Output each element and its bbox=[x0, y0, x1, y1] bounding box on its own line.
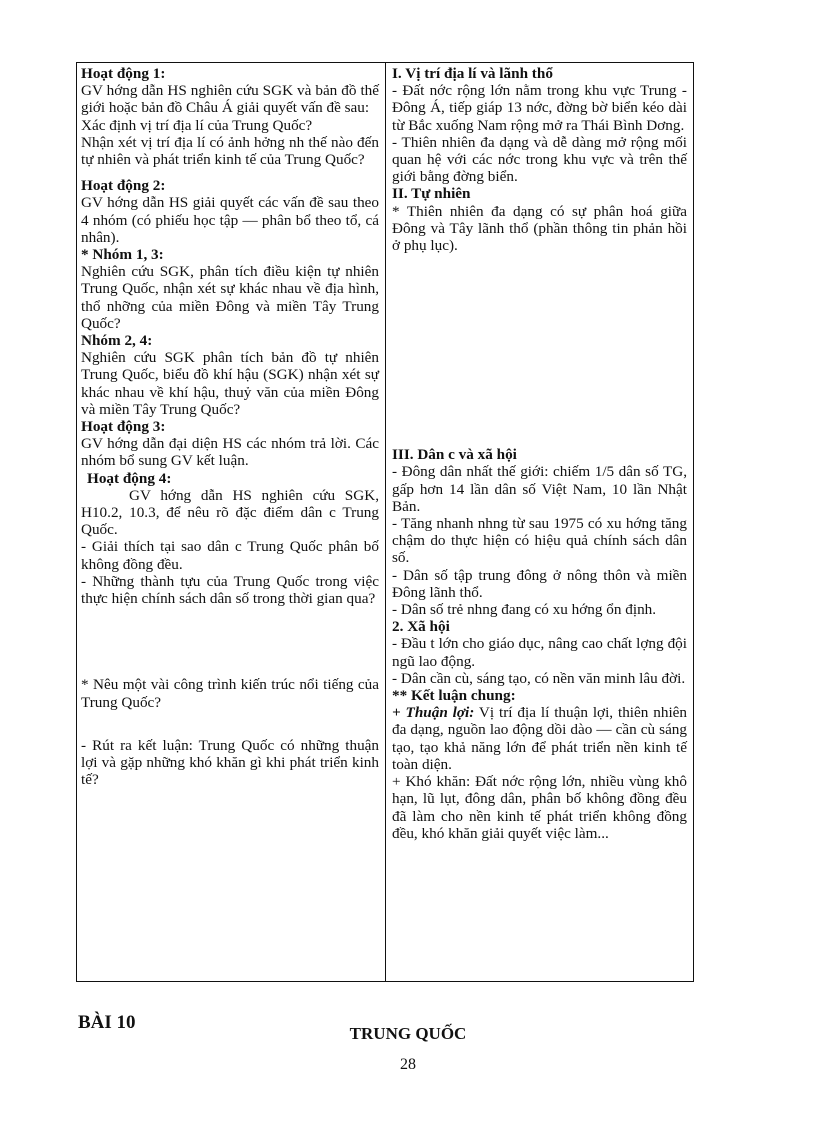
section-3-point-3: - Dân số tập trung đông ở nông thôn và miền Đông lãnh thổ. bbox=[392, 566, 687, 601]
section-3-heading: III. Dân c và xã hội bbox=[392, 446, 517, 464]
conclusion-heading: ** Kết luận chung: bbox=[392, 687, 516, 705]
difficulties-text: + Khó khăn: Đất nớc rộng lớn, nhiều vùng khô hạn, lũ lụt, đông dân, phân bố không đồng đều đã làm cho nền kinh tế phát triển không đồng đều, khó khăn giải quyết việc làm... bbox=[392, 773, 687, 842]
activity-1-heading: Hoạt động 1: bbox=[81, 65, 166, 82]
section-1-point-1: - Đất nớc rộng lớn nằm trong khu vực Trung - Đông Á, tiếp giáp 13 nớc, đờng bờ biển kéo dài từ Bắc xuống Nam rộng mở ra Thái Bình Dơng. bbox=[392, 82, 687, 134]
section-3-point-2: - Tăng nhanh nhng từ sau 1975 có xu hớng tăng chậm do thực hiện có hiệu quả chính sách dân số. bbox=[392, 515, 687, 567]
activity-1-question-1: Xác định vị trí địa lí của Trung Quốc? bbox=[81, 116, 313, 134]
section-1-heading: I. Vị trí địa lí và lãnh thổ bbox=[392, 65, 553, 82]
conclusion-question: - Rút ra kết luận: Trung Quốc có những thuận lợi và gặp những khó khăn gì khi phát triển kinh tế? bbox=[81, 736, 379, 789]
section-2-point-1: * Thiên nhiên đa dạng có sự phân hoá giữa Đông và Tây lãnh thổ (phần thông tin phản hồi ở phụ lục). bbox=[392, 202, 687, 255]
group-24-text: Nghiên cứu SGK phân tích bản đồ tự nhiên Trung Quốc, biểu đồ khí hậu (SGK) nhận xét sự khác nhau về khí hậu, thuỷ văn của miền Đông và miền Tây Trung Quốc? bbox=[81, 349, 379, 418]
activity-2-text: GV hớng dẫn HS giải quyết các vấn đề sau theo 4 nhóm (có phiếu học tập — phân bổ theo tổ, cá nhân). bbox=[81, 194, 379, 246]
activity-4-question-1: - Giải thích tại sao dân c Trung Quốc phân bố không đồng đều. bbox=[81, 538, 379, 573]
activity-4-question-2: - Những thành tựu của Trung Quốc trong việc thực hiện chính sách dân số trong thời gian qua? bbox=[81, 572, 379, 608]
architecture-question: * Nêu một vài công trình kiến trúc nổi tiếng của Trung Quốc? bbox=[81, 676, 379, 711]
group-13-text: Nghiên cứu SGK, phân tích điều kiện tự nhiên Trung Quốc, nhận xét sự khác nhau về địa hình, thổ nhỡng của miền Đông và miền Tây Trung Quốc? bbox=[81, 263, 379, 332]
advantages-text bbox=[392, 704, 687, 773]
section-1-point-2: - Thiên nhiên đa dạng và dễ dàng mở rộng mối quan hệ với các nớc trong khu vực và trên thế giới bằng đờng biển. bbox=[392, 133, 687, 186]
activity-3-heading: Hoạt động 3: bbox=[81, 418, 166, 436]
society-point-1: - Đầu t lớn cho giáo dục, nâng cao chất lợng đội ngũ lao động. bbox=[392, 635, 687, 670]
society-heading: 2. Xã hội bbox=[392, 618, 450, 636]
content-column bbox=[386, 63, 693, 981]
section-2-heading: II. Tự nhiên bbox=[392, 185, 471, 203]
lesson-number: BÀI 10 bbox=[78, 1012, 136, 1033]
activities-column bbox=[77, 63, 386, 981]
advantages-label: + Thuận lợi: bbox=[392, 704, 475, 722]
section-3-point-1: - Đông dân nhất thế giới: chiếm 1/5 dân số TG, gấp hơn 14 lần dân số Việt Nam, 10 lần Nhật Bản. bbox=[392, 463, 687, 515]
section-3-point-4: - Dân số trẻ nhng đang có xu hớng ổn định. bbox=[392, 601, 657, 619]
lesson-title: TRUNG QUỐC bbox=[349, 1024, 467, 1043]
activity-3-text: GV hớng dẫn đại diện HS các nhóm trả lời. Các nhóm bổ sung GV kết luận. bbox=[81, 435, 379, 470]
lesson-table bbox=[76, 62, 694, 982]
activity-2-heading: Hoạt động 2: bbox=[81, 177, 166, 195]
activity-4-text: GV hớng dẫn HS nghiên cứu SGK, H10.2, 10.3, để nêu rõ đặc điểm dân c Trung Quốc. bbox=[81, 486, 379, 539]
activity-1-text: GV hớng dẫn HS nghiên cứu SGK và bản đồ thế giới hoặc bản đồ Châu Á giải quyết vấn đề sau: bbox=[81, 82, 379, 117]
activity-1-question-2: Nhận xét vị trí địa lí có ảnh hởng nh thế nào đến tự nhiên và phát triển kinh tế của Trung Quốc? bbox=[81, 133, 379, 169]
advantages-body: Vị trí địa lí thuận lợi, thiên nhiên đa dạng, nguồn lao động dồi dào — cần cù sáng tạo, tạo khả năng lớn để phát triển nền kinh tế toàn diện. bbox=[392, 704, 687, 773]
society-point-2: - Dân cần cù, sáng tạo, có nền văn minh lâu đời. bbox=[392, 669, 686, 687]
page-number: 28 bbox=[400, 1056, 416, 1073]
group-13-heading: * Nhóm 1, 3: bbox=[81, 246, 164, 264]
activity-4-heading: Hoạt động 4: bbox=[87, 469, 172, 487]
group-24-heading: Nhóm 2, 4: bbox=[81, 332, 153, 350]
